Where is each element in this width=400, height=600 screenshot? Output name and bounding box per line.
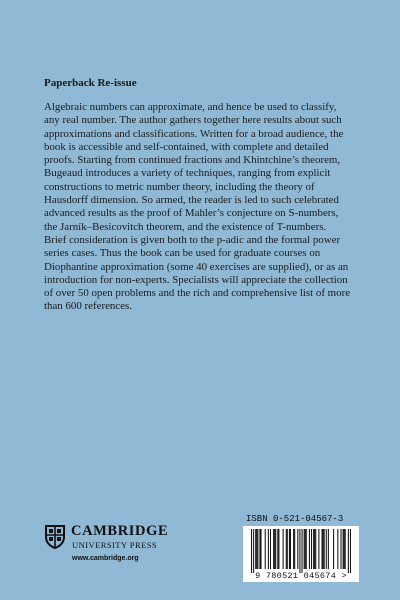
barcode-bar [337, 529, 338, 569]
barcode-bar [278, 529, 279, 569]
barcode-bar [305, 529, 306, 569]
barcode [243, 526, 359, 582]
barcode-bar [251, 529, 252, 573]
barcode-bar [328, 529, 329, 569]
barcode-bar [260, 529, 261, 569]
blurb-line: introduction for non-experts. Specialists will appreciate the collection [44, 273, 348, 286]
barcode-bar [289, 529, 290, 569]
barcode-bar [283, 529, 284, 569]
blurb-line: Algebraic numbers can approximate, and hence be used to classify, [44, 101, 337, 113]
barcode-bar [256, 529, 257, 569]
blurb-line: the Jarník–Besicovitch theorem, and the existence of T-numbers. [44, 220, 327, 233]
barcode-bar [322, 529, 323, 569]
barcode-bar [277, 529, 278, 569]
barcode-bar [253, 529, 254, 573]
barcode-bar [323, 529, 324, 569]
barcode-bar [306, 529, 307, 569]
barcode-bar [294, 529, 295, 569]
publisher-name: CAMBRIDGE [71, 523, 169, 539]
blurb-line: Bugeaud introduces a variety of techniques, ranging from explicit [44, 167, 331, 180]
barcode-bar [290, 529, 291, 569]
barcode-bar [313, 529, 314, 569]
isbn-label: ISBN 0-521-04567-3 [246, 514, 344, 524]
barcode-bar [268, 529, 269, 569]
barcode-bar [302, 529, 303, 573]
barcode-bar [299, 529, 300, 573]
barcode-bar [297, 529, 298, 569]
barcode-bar [270, 529, 271, 569]
barcode-bar [345, 529, 346, 569]
barcode-bars [251, 529, 351, 573]
blurb-line: book is accessible and self-contained, with complete and detailed [44, 140, 329, 153]
blurb-line: approximations and classifications. Written for a broad audience, the [44, 127, 344, 140]
barcode-bar [340, 529, 341, 569]
blurb-line: than 600 references. [44, 300, 132, 313]
blurb-line: advanced results as the proof of Mahler’s conjecture on S-numbers, [44, 207, 339, 220]
barcode-bar [348, 529, 349, 573]
publisher-subtitle: UNIVERSITY PRESS [72, 540, 158, 550]
barcode-bar [311, 529, 312, 569]
publisher-url: www.cambridge.org [72, 555, 139, 562]
blurb-line: Brief consideration is given both to the p-adic and the formal power [44, 233, 341, 246]
barcode-bar [324, 529, 325, 569]
barcode-bar [350, 529, 351, 573]
blurb-line: series cases. Thus the book can be used for graduate courses on [44, 247, 321, 260]
cambridge-shield-icon [44, 524, 66, 550]
barcode-bar [257, 529, 258, 569]
barcode-bar [326, 529, 327, 569]
blurb-line: of over 50 open problems and the rich and comprehensive list of more [44, 287, 351, 300]
barcode-bar [259, 529, 260, 569]
barcode-bar [287, 529, 288, 569]
barcode-bar [274, 529, 275, 569]
barcode-bar [293, 529, 294, 569]
barcode-bar [286, 529, 287, 569]
barcode-bar [273, 529, 274, 569]
barcode-bar [314, 529, 315, 569]
blurb-line: proofs. Starting from continued fractions and Khintchine’s theorem, [44, 154, 341, 167]
blurb-line: constructions to metric number theory, including the theory of [44, 180, 315, 193]
barcode-bar [344, 529, 345, 569]
barcode-bar [333, 529, 334, 569]
barcode-bar [304, 529, 305, 569]
barcode-bar [275, 529, 276, 569]
barcode-digits: 9 780521 045674 > [255, 571, 347, 581]
blurb-line: Hausdorff dimension. So armed, the reader is led to such celebrated [44, 194, 339, 207]
barcode-bar [255, 529, 256, 569]
barcode-bar [315, 529, 316, 569]
barcode-bar [318, 529, 319, 569]
blurb-line: Diophantine approximation (some 40 exercises are supplied), or as an [44, 260, 349, 273]
barcode-bar [309, 529, 310, 569]
barcode-bar [343, 529, 344, 569]
blurb-text [44, 101, 366, 314]
publisher-block [44, 523, 169, 573]
blurb-line: any real number. The author gathers together here results about such [44, 114, 342, 127]
edition-label: Paperback Re-issue [44, 77, 137, 89]
barcode-bar [265, 529, 266, 569]
